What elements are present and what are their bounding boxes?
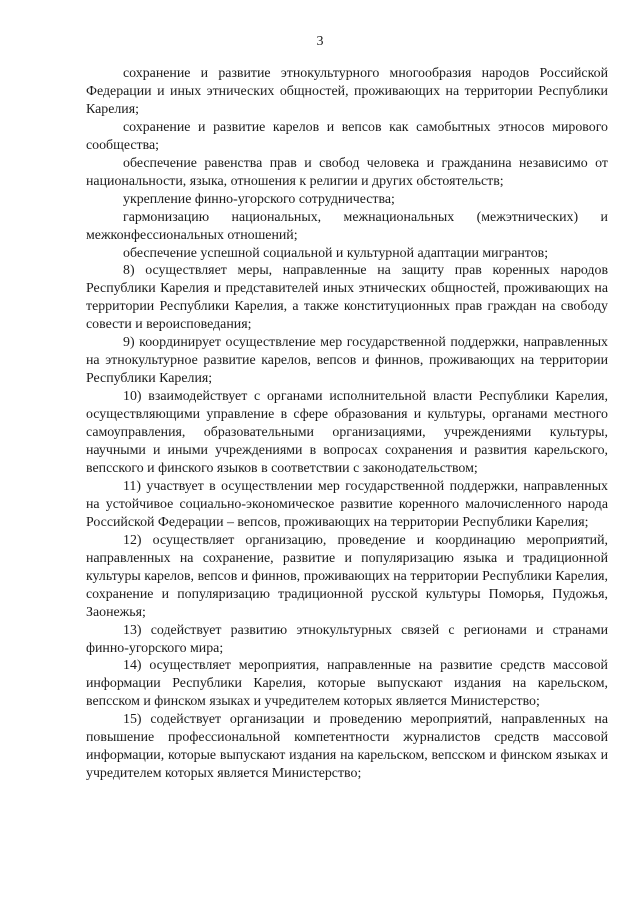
paragraph: 12) осуществляет организацию, проведение и координацию мероприятий, направленных на сохранение, развитие и популяризацию языка и традиционной культуры карелов, вепсов и финнов, проживающих на территории Республики Карелия, сохранение и популяризацию традиционной русской культуры Поморья, Пудожья, Заонежья;	[86, 532, 608, 620]
paragraph: 14) осуществляет мероприятия, направленные на развитие средств массовой информации Республики Карелия, которые выпускают издания на карельском, вепсском и финском языках и учредителем которых является Министерство;	[86, 658, 608, 710]
paragraph: 9) координирует осуществление мер государственной поддержки, направленных на этнокультурное развитие карелов, вепсов и финнов, проживающих на территории Республики Карелия;	[86, 335, 608, 387]
paragraph: 13) содействует развитию этнокультурных связей с регионами и странами финно-угорского мира;	[86, 622, 608, 656]
page-number: 3	[316, 34, 324, 49]
paragraph: обеспечение равенства прав и свобод человека и гражданина независимо от национальности, языка, отношения к религии и других обстоятельств;	[86, 155, 608, 189]
paragraph: 11) участвует в осуществлении мер государственной поддержки, направленных на устойчивое социально-экономическое развитие коренного малочисленного народа Российской Федерации – вепсов, проживающих на территории Республики Карелия;	[86, 478, 608, 530]
paragraph: 8) осуществляет меры, направленные на защиту прав коренных народов Республики Карелия и представителей иных этнических общностей, проживающих на территории Республики Карелия, а также конституционных прав граждан на свободу совести и вероисповедания;	[86, 263, 608, 333]
paragraph: сохранение и развитие этнокультурного многообразия народов Российской Федерации и иных этнических общностей, проживающих на территории Республики Карелия;	[86, 66, 608, 117]
paragraph: гармонизацию национальных, межнациональных (межэтнических) и межконфессиональных отношений;	[86, 209, 608, 243]
document-body	[86, 65, 608, 783]
paragraph: 10) взаимодействует с органами исполнительной власти Республики Карелия, осуществляющими управление в сфере образования и культуры, органами местного самоуправления, образовательными организациями, учреждениями культуры, научными и иными учреждениями в вопросах сохранения и развития карельского, вепсского и финского языков в соответствии с законодательством;	[86, 389, 608, 476]
paragraph: обеспечение успешной социальной и культурной адаптации мигрантов;	[123, 245, 549, 261]
paragraph: 15) содействует организации и проведению мероприятий, направленных на повышение профессиональной компетентности журналистов средств массовой информации, которые выпускают издания на карельском, вепсском и финском языках и учредителем которых является Министерство;	[86, 712, 608, 782]
paragraph: укрепление финно-угорского сотрудничества;	[123, 191, 395, 207]
paragraph: сохранение и развитие карелов и вепсов как самобытных этносов мирового сообщества;	[86, 119, 608, 153]
